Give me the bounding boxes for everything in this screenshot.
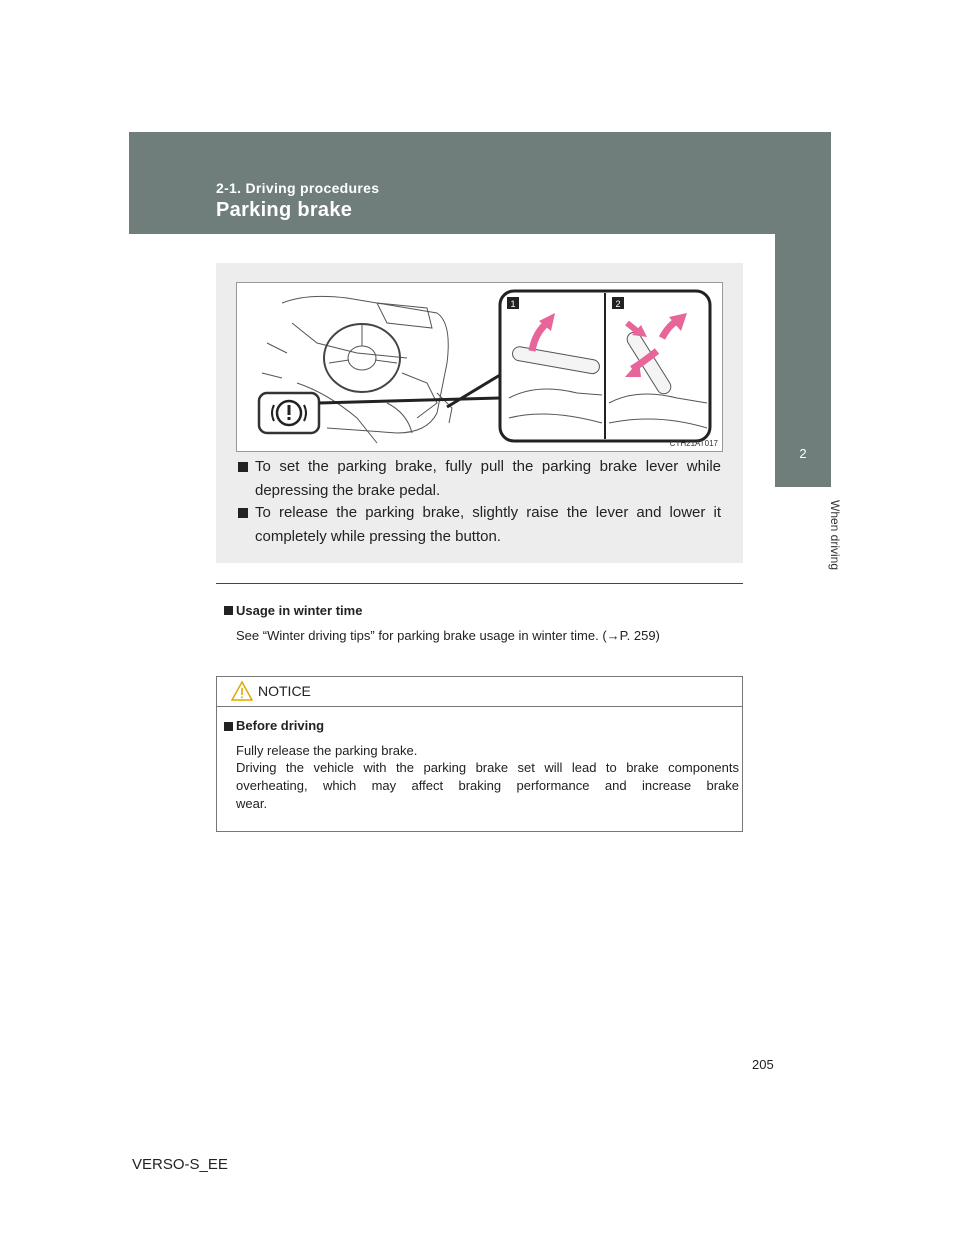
- step-2-line-2: completely while pressing the button.: [255, 528, 501, 545]
- notice-heading: Before driving: [236, 718, 325, 733]
- step-1-line-2: depressing the brake pedal.: [255, 482, 441, 499]
- info-heading: Usage in winter time: [236, 603, 363, 618]
- warning-triangle-icon: [231, 680, 253, 702]
- page-title: Parking brake: [216, 199, 353, 221]
- step-2-line-1: To release the parking brake, slightly raise the lever and lower it: [255, 504, 721, 521]
- notice-line-1: Fully release the parking brake.: [236, 743, 418, 758]
- step-2-marker: [238, 508, 248, 518]
- callout-2: 2: [615, 299, 621, 309]
- chapter-number-tab[interactable]: 2: [775, 421, 831, 487]
- info-text: See “Winter driving tips” for parking brake usage in winter time. (→P. 259): [236, 628, 660, 643]
- page-number: 205: [752, 1057, 774, 1072]
- notice-line-3: overheating, which may affect braking performance and increase brake: [236, 778, 739, 793]
- model-code: VERSO-S_EE: [132, 1156, 228, 1173]
- notice-box: [216, 676, 743, 832]
- step-1-marker: [238, 462, 248, 472]
- illustration-svg: [237, 283, 722, 451]
- section-label: 2-1. Driving procedures: [216, 180, 380, 196]
- notice-bullet-icon: [224, 722, 233, 731]
- info-bullet-icon: [224, 606, 233, 615]
- section-divider: [216, 583, 743, 584]
- notice-title: NOTICE: [258, 683, 311, 699]
- chapter-label: When driving: [828, 500, 842, 571]
- callout-1: 1: [510, 299, 516, 309]
- notice-line-2: Driving the vehicle with the parking brake set will lead to brake components: [236, 760, 739, 775]
- figure-code: CTH21AT017: [669, 439, 718, 448]
- parking-brake-illustration: [236, 282, 723, 452]
- notice-line-4: wear.: [236, 796, 268, 811]
- chapter-header: [129, 132, 831, 234]
- step-1-line-1: To set the parking brake, fully pull the parking brake lever while: [255, 458, 721, 475]
- side-tab-bar: [775, 132, 831, 421]
- notice-header: [217, 677, 742, 707]
